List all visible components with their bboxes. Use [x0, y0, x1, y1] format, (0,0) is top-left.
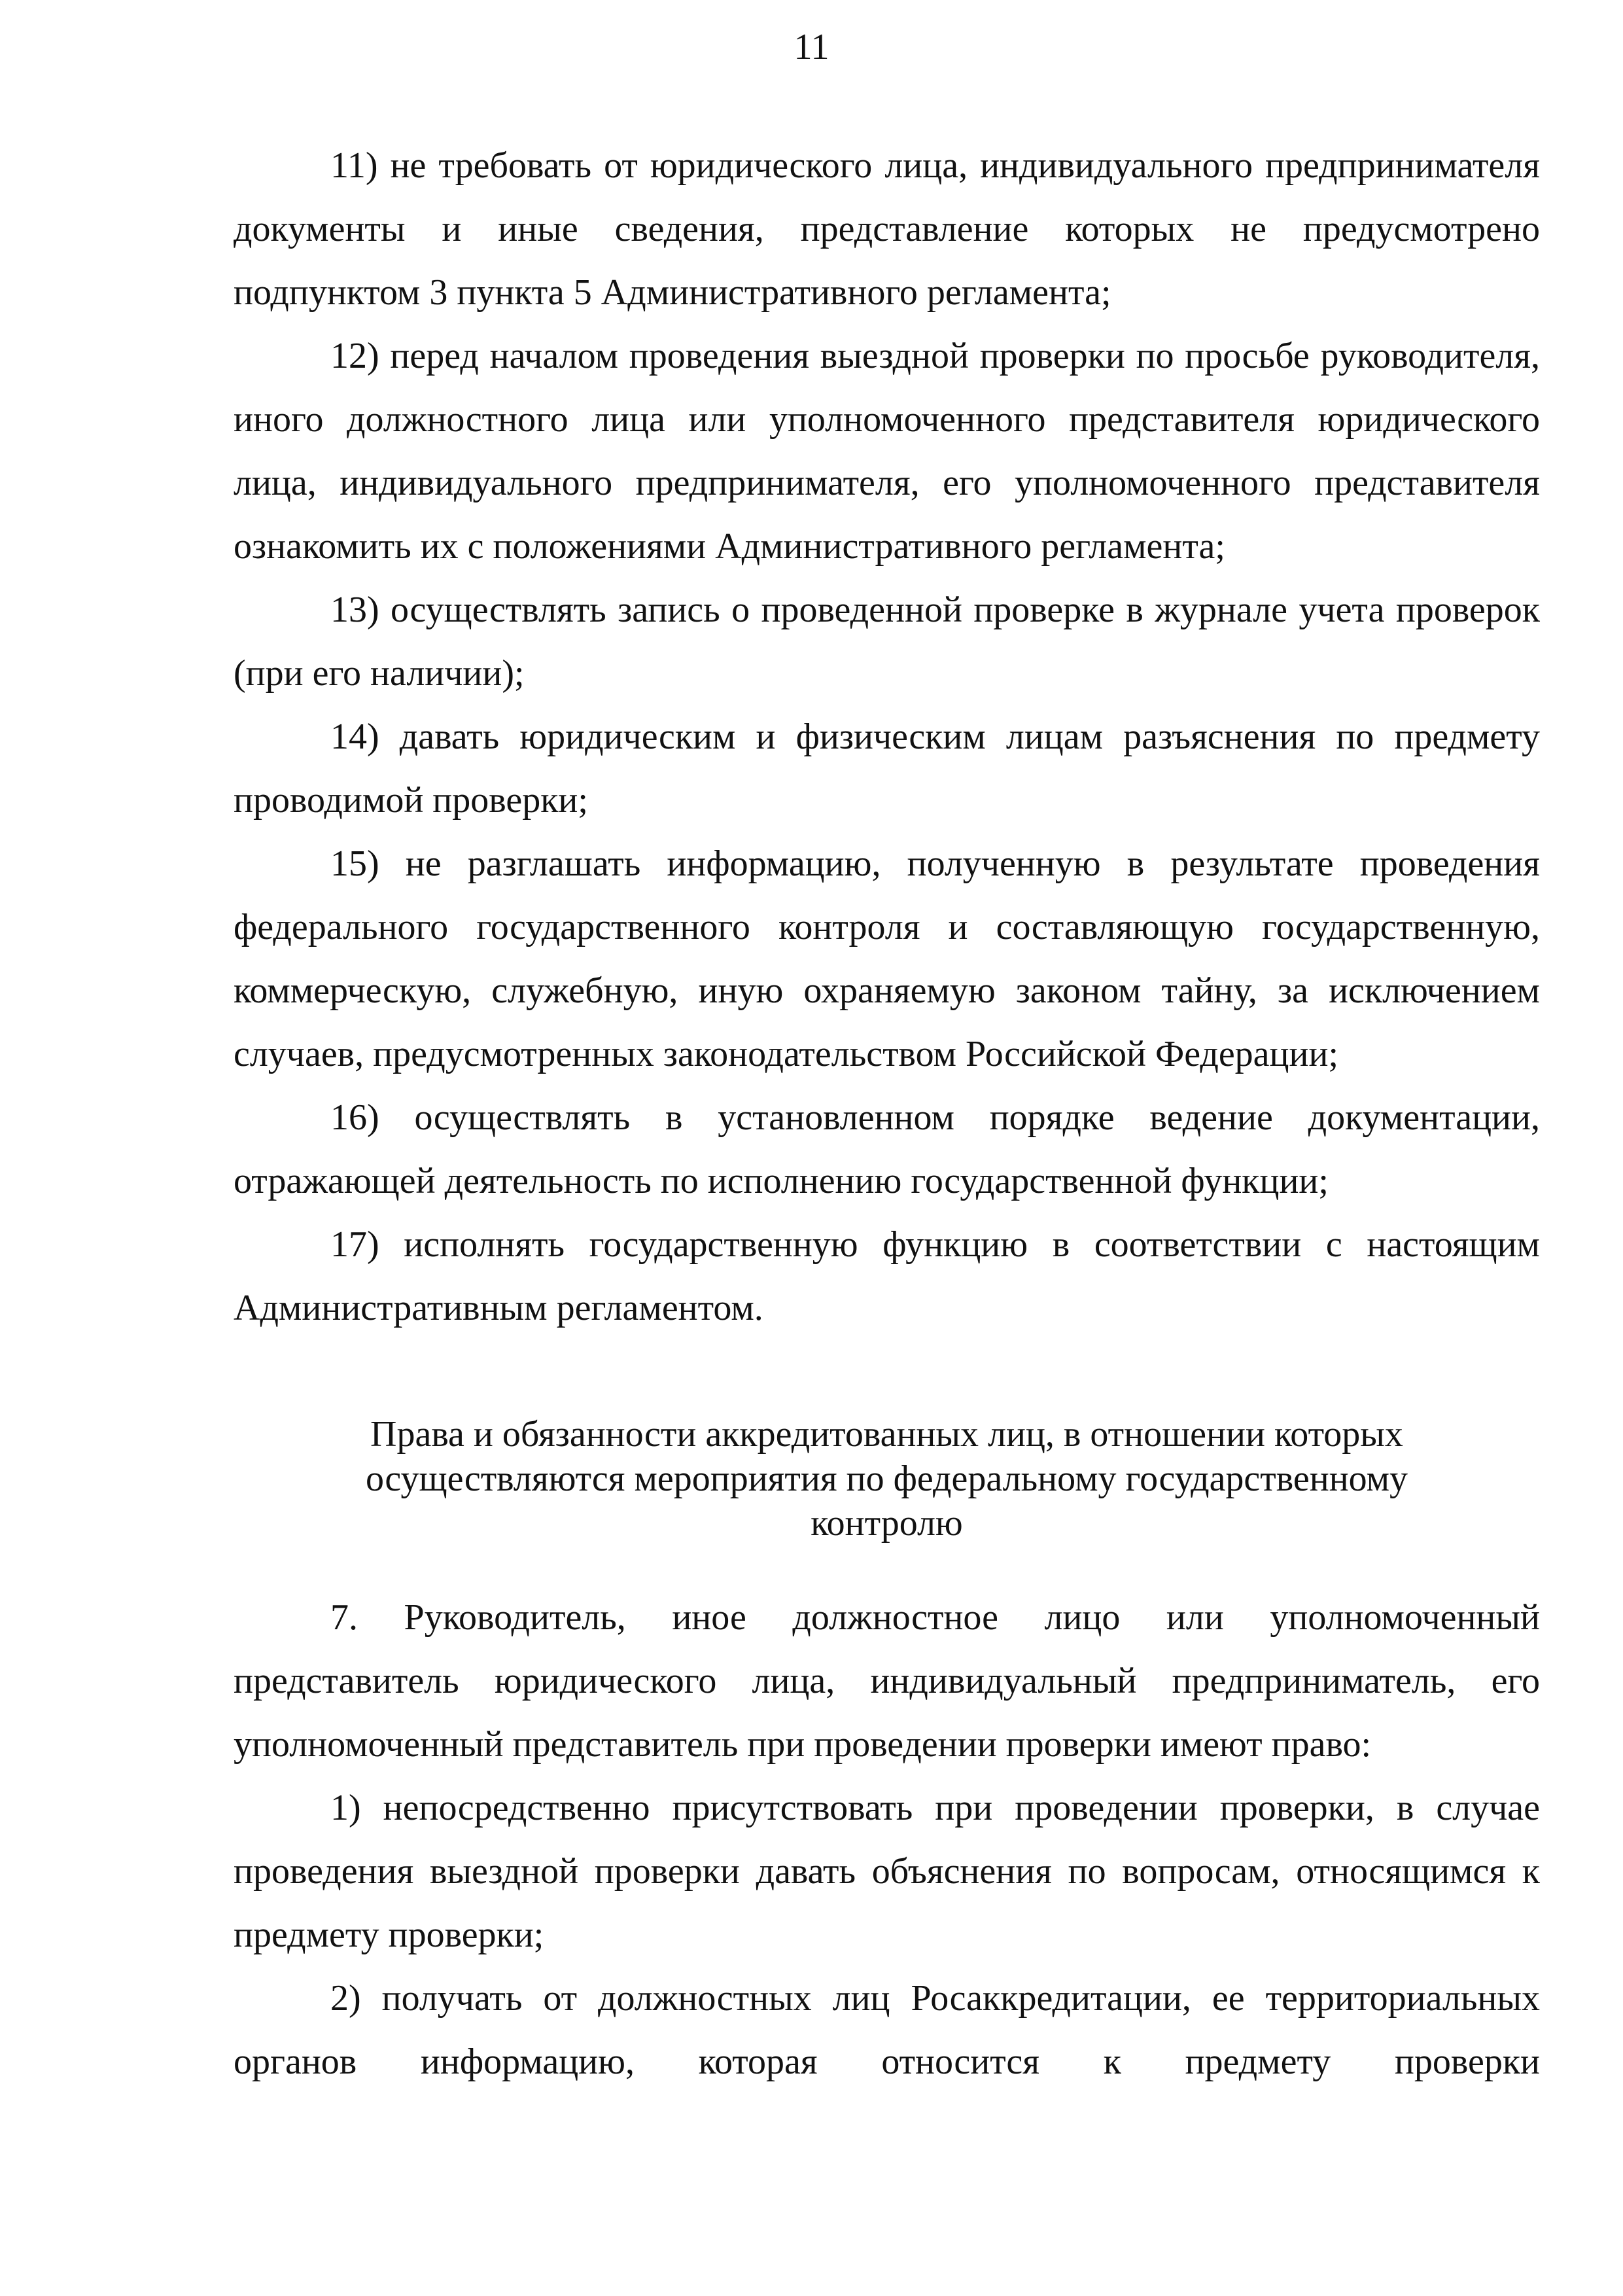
list-item-13: 13) осуществлять запись о проведенной проверке в журнале учета проверок (при его наличии);: [234, 590, 1540, 694]
clause-7-item-2: 2) получать от должностных лиц Росаккредитации, ее территориальных органов информацию, которая относится к предмету проверки: [234, 1978, 1540, 2082]
section-heading: [234, 1412, 1540, 1545]
list-item-15: 15) не разглашать информацию, полученную в результате проведения федерального государственного контроля и составляющую государственную, коммерческую, служебную, иную охраняемую законом тайну, за исключением случаев, предусмотренных законодательством Российской Федерации;: [234, 843, 1540, 1074]
list-item-17: 17) исполнять государственную функцию в соответствии с настоящим Административным регламентом.: [234, 1224, 1540, 1328]
section-heading-line: Права и обязанности аккредитованных лиц, в отношении которых: [370, 1414, 1403, 1455]
list-item-11: 11) не требовать от юридического лица, индивидуального предпринимателя документы и иные сведения, представление которых не предусмотрено подпунктом 3 пункта 5 Административного регламента;: [234, 145, 1540, 313]
clause-7-item-1: 1) непосредственно присутствовать при проведении проверки, в случае проведения выездной проверки давать объяснения по вопросам, относящимся к предмету проверки;: [234, 1788, 1540, 1955]
section-heading-line: осуществляются мероприятия по федеральному государственному: [365, 1458, 1408, 1499]
section-heading-line: контролю: [811, 1503, 963, 1544]
list-item-16: 16) осуществлять в установленном порядке ведение документации, отражающей деятельность по исполнению государственной функции;: [234, 1097, 1540, 1201]
list-item-12: 12) перед началом проведения выездной проверки по просьбе руководителя, иного должностного лица или уполномоченного представителя юридического лица, индивидуального предпринимателя, его уполномоченного представителя ознакомить их с положениями Административного регламента;: [234, 336, 1540, 567]
document-body: [234, 134, 1540, 2094]
page-number: 11: [794, 27, 829, 67]
list-item-14: 14) давать юридическим и физическим лицам разъяснения по предмету проводимой проверки;: [234, 716, 1540, 821]
clause-7: 7. Руководитель, иное должностное лицо или уполномоченный представитель юридического лица, индивидуальный предприниматель, его уполномоченный представитель при проведении проверки имеют право:: [234, 1597, 1540, 1765]
